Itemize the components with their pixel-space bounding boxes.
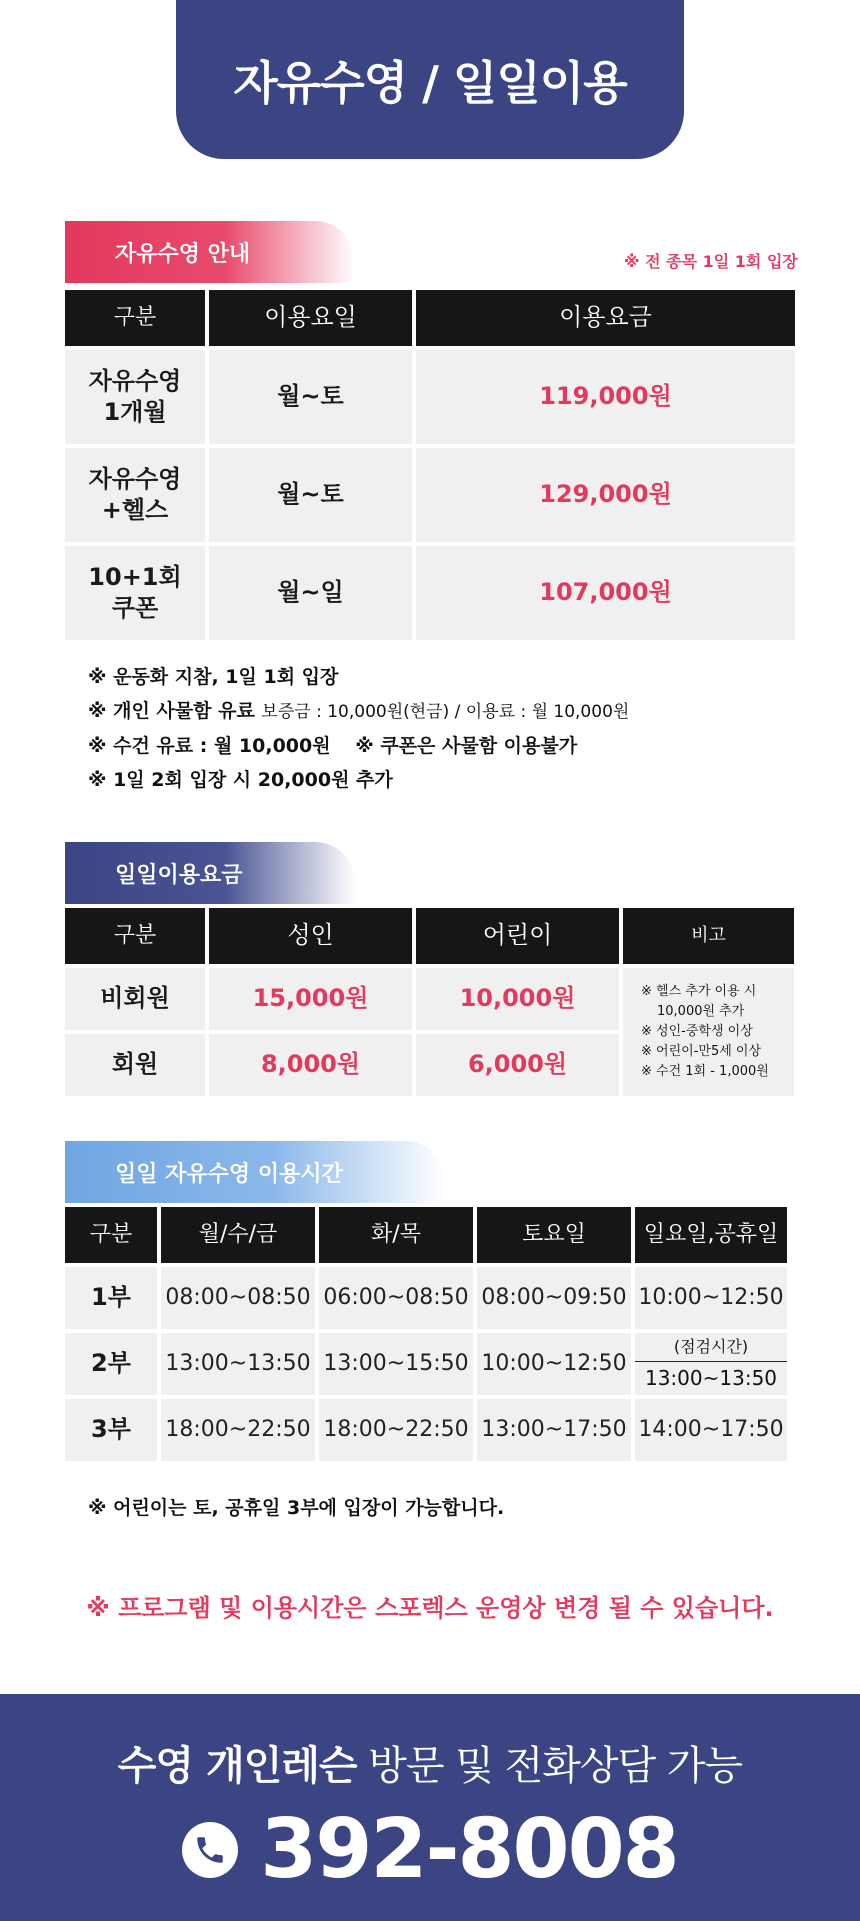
adult-price: 8,000원 (209, 1034, 412, 1096)
section-tab-free-swim: 자유수영 안내 (65, 221, 355, 283)
time-cell: 18:00~22:50 (319, 1399, 473, 1461)
header-adult: 성인 (209, 908, 412, 964)
child-entry-note: ※ 어린이는 토, 공휴일 3부에 입장이 가능합니다. (88, 1497, 505, 1519)
header-days: 이용요일 (209, 290, 412, 346)
footer-banner (0, 1694, 860, 1921)
time-cell: 18:00~22:50 (161, 1399, 315, 1461)
note-towel: ※ 수건 유료 : 월 10,000원 (88, 735, 331, 757)
note-line (88, 694, 629, 729)
section-tab-schedule: 일일 자유수영 이용시간 (65, 1141, 445, 1203)
child-price: 6,000원 (416, 1034, 619, 1096)
row-days: 월~토 (209, 448, 412, 542)
time-cell: 10:00~12:50 (477, 1333, 631, 1395)
entry-limit-note: ※ 전 종목 1일 1회 입장 (624, 252, 798, 271)
part-label: 2부 (65, 1333, 157, 1395)
part-label: 3부 (65, 1399, 157, 1461)
note-bold: ※ 개인 사물함 유료 (88, 700, 255, 722)
page-title: 자유수영 / 일일이용 (176, 0, 684, 159)
row-name: 비회원 (65, 968, 205, 1030)
note-line (88, 729, 629, 763)
header-category: 구분 (65, 908, 205, 964)
promo-light: 방문 및 전화상담 가능 (356, 1743, 743, 1789)
time-cell: 13:00~17:50 (477, 1399, 631, 1461)
note-line: ※ 1일 2회 입장 시 20,000원 추가 (88, 769, 393, 791)
free-swim-table (65, 290, 795, 640)
remark-line: ※ 수건 1회 - 1,000원 (641, 1064, 769, 1080)
phone-icon (182, 1822, 238, 1878)
schedule-table (65, 1207, 795, 1461)
promo-bold: 수영 개인레슨 (117, 1743, 357, 1789)
header-part: 구분 (65, 1207, 157, 1263)
remark-cell (623, 968, 794, 1096)
header-sat: 토요일 (477, 1207, 631, 1263)
time-cell: 10:00~12:50 (635, 1267, 787, 1329)
row-name: 10+1회 쿠폰 (65, 546, 205, 640)
time-cell: 08:00~08:50 (161, 1267, 315, 1329)
remark-line: ※ 어린이-만5세 이상 (641, 1044, 762, 1060)
maintenance-label: (점검시간) (635, 1337, 787, 1362)
header-remark: 비고 (623, 908, 794, 964)
time-cell: 13:00~15:50 (319, 1333, 473, 1395)
header-child: 어린이 (416, 908, 619, 964)
adult-price: 15,000원 (209, 968, 412, 1030)
note-coupon: ※ 쿠폰은 사물함 이용불가 (355, 735, 578, 757)
lesson-promo (0, 1734, 860, 1791)
header-mwf: 월/수/금 (161, 1207, 315, 1263)
header-price: 이용요금 (416, 290, 795, 346)
row-name: 회원 (65, 1034, 205, 1096)
header-tt: 화/목 (319, 1207, 473, 1263)
row-price: 107,000원 (416, 546, 795, 640)
note-line: ※ 운동화 지참, 1일 1회 입장 (88, 666, 339, 688)
free-swim-notes (88, 660, 629, 797)
phone-row (0, 1802, 860, 1897)
time-cell: 08:00~09:50 (477, 1267, 631, 1329)
phone-glyph (193, 1833, 227, 1867)
row-days: 월~일 (209, 546, 412, 640)
time-cell: 06:00~08:50 (319, 1267, 473, 1329)
part-label: 1부 (65, 1267, 157, 1329)
row-name: 자유수영 +헬스 (65, 448, 205, 542)
header-sun: 일요일,공휴일 (635, 1207, 787, 1263)
remark-line: ※ 성인-중학생 이상 (641, 1023, 753, 1039)
row-name: 자유수영 1개월 (65, 350, 205, 444)
phone-number[interactable]: 392-8008 (260, 1802, 678, 1897)
section-tab-daily: 일일이용요금 (65, 842, 355, 904)
row-price: 129,000원 (416, 448, 795, 542)
time-cell: 13:00~13:50 (161, 1333, 315, 1395)
time-cell: 14:00~17:50 (635, 1399, 787, 1461)
row-days: 월~토 (209, 350, 412, 444)
header-category: 구분 (65, 290, 205, 346)
time-cell-maintenance (635, 1333, 787, 1395)
daily-fee-table (65, 908, 795, 1096)
note-normal: 보증금 : 10,000원(현금) / 이용료 : 월 10,000원 (261, 702, 630, 722)
change-notice: ※ 프로그램 및 이용시간은 스포렉스 운영상 변경 될 수 있습니다. (86, 1594, 774, 1622)
remark-line: ※ 헬스 추가 이용 시 (641, 983, 757, 999)
row-price: 119,000원 (416, 350, 795, 444)
remark-line: 10,000원 추가 (657, 1003, 745, 1019)
child-price: 10,000원 (416, 968, 619, 1030)
time-value: 13:00~13:50 (644, 1365, 778, 1390)
